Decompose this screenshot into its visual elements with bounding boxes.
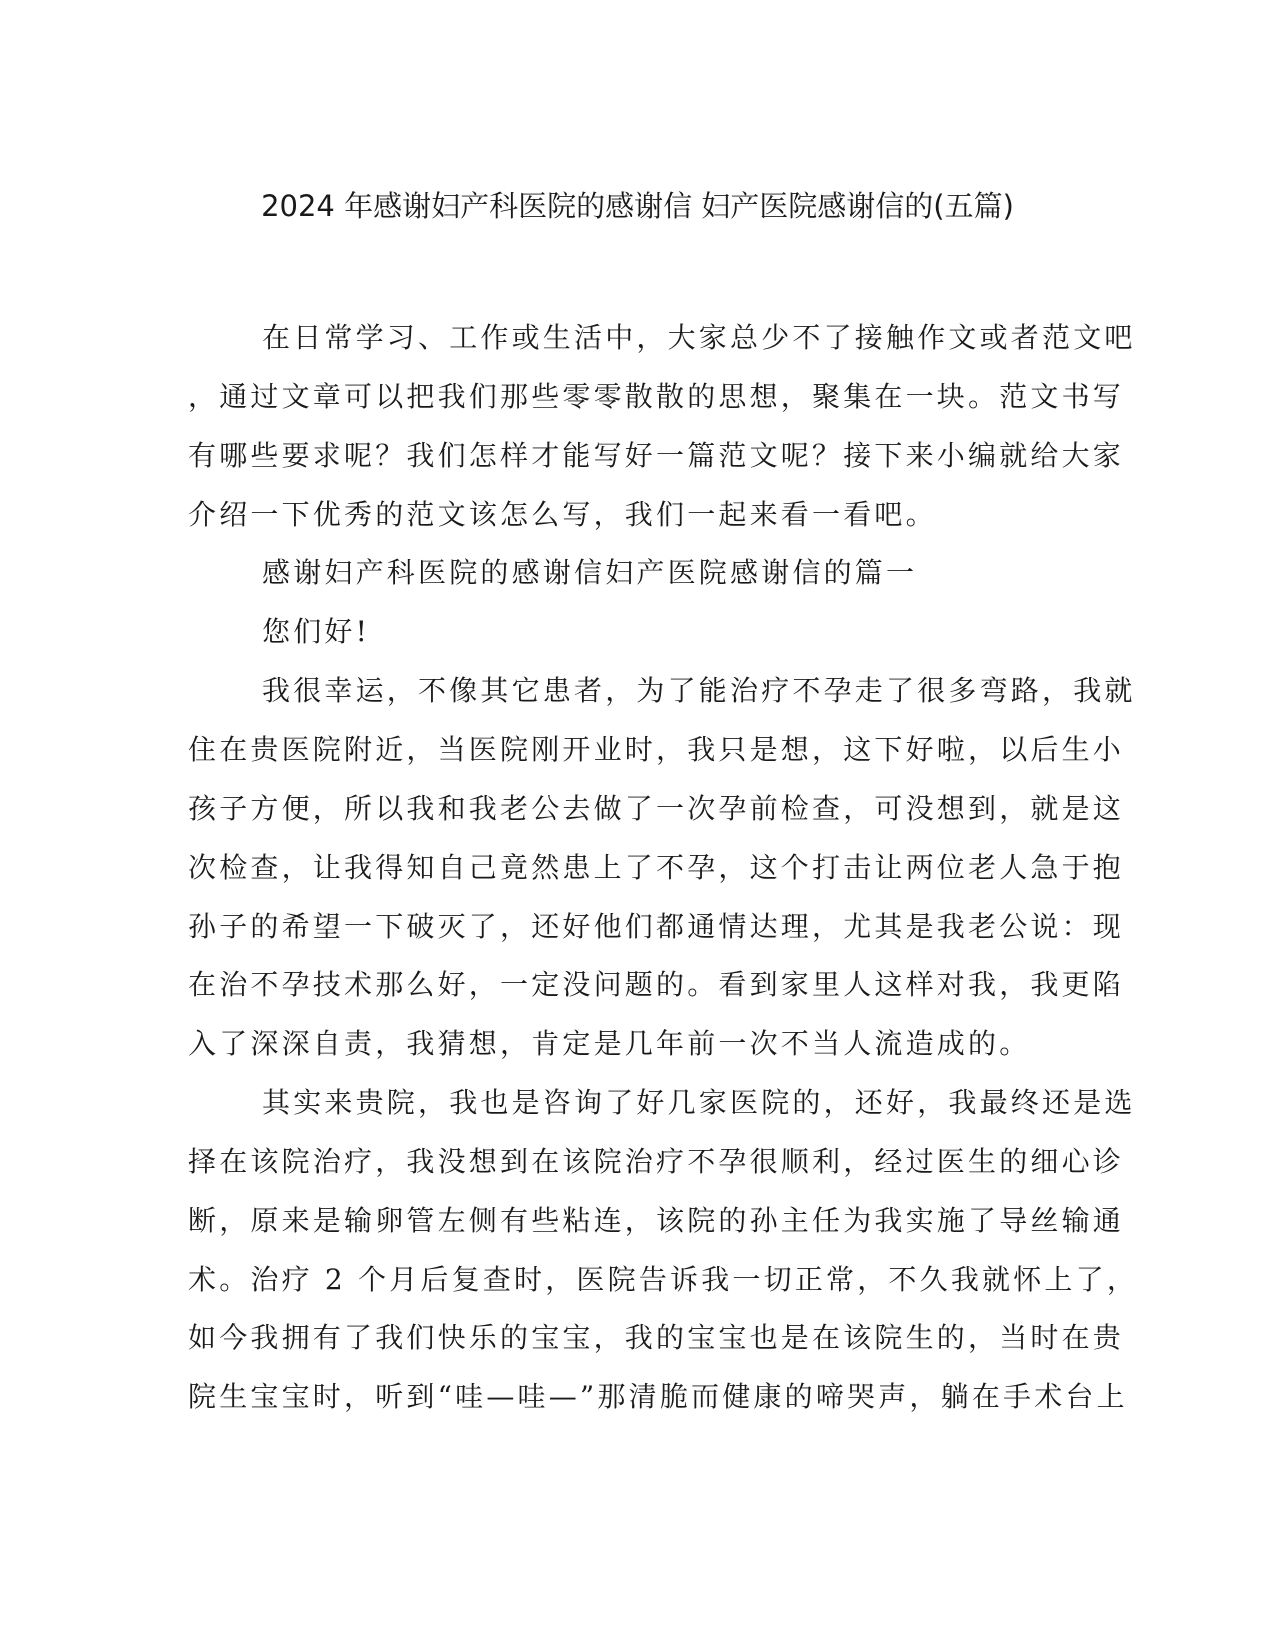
- body-line: 有哪些要求呢？我们怎样才能写好一篇范文呢？接下来小编就给大家: [188, 439, 1125, 472]
- body-line: 您们好!: [262, 615, 371, 648]
- body-line: 院生宝宝时，听到“哇—哇—”那清脆而健康的啼哭声，躺在手术台上: [188, 1380, 1128, 1413]
- body-line: ，通过文章可以把我们那些零零散散的思想，聚集在一块。范文书写: [188, 380, 1125, 413]
- body-line: 孩子方便，所以我和我老公去做了一次孕前检查，可没想到，就是这: [188, 792, 1125, 825]
- body-line: 次检查，让我得知自己竟然患上了不孕，这个打击让两位老人急于抱: [188, 851, 1125, 884]
- body-line: 入了深深自责，我猜想，肯定是几年前一次不当人流造成的。: [188, 1027, 1031, 1060]
- body-line: 择在该院治疗，我没想到在该院治疗不孕很顺利，经过医生的细心诊: [188, 1145, 1125, 1178]
- body-line: 介绍一下优秀的范文该怎么写，我们一起来看一看吧。: [188, 498, 937, 531]
- body-line: 在治不孕技术那么好，一定没问题的。看到家里人这样对我，我更陷: [188, 968, 1125, 1001]
- body-line: 如今我拥有了我们快乐的宝宝，我的宝宝也是在该院生的，当时在贵: [188, 1321, 1125, 1354]
- body-line: 断，原来是输卵管左侧有些粘连，该院的孙主任为我实施了导丝输通: [188, 1204, 1125, 1237]
- body-line: 术。治疗 2 个月后复查时，医院告诉我一切正常，不久我就怀上了，: [188, 1263, 1139, 1296]
- body-line: 在日常学习、工作或生活中，大家总少不了接触作文或者范文吧: [262, 321, 1136, 354]
- body-line: 其实来贵院，我也是咨询了好几家医院的，还好，我最终还是选: [262, 1086, 1136, 1119]
- document-title: 2024 年感谢妇产科医院的感谢信 妇产医院感谢信的(五篇): [261, 189, 1014, 223]
- body-line: 住在贵医院附近，当医院刚开业时，我只是想，这下好啦，以后生小: [188, 733, 1125, 766]
- body-line: 孙子的希望一下破灭了，还好他们都通情达理，尤其是我老公说：现: [188, 910, 1125, 943]
- body-line: 我很幸运，不像其它患者，为了能治疗不孕走了很多弯路，我就: [262, 674, 1136, 707]
- body-line: 感谢妇产科医院的感谢信妇产医院感谢信的篇一: [262, 556, 918, 589]
